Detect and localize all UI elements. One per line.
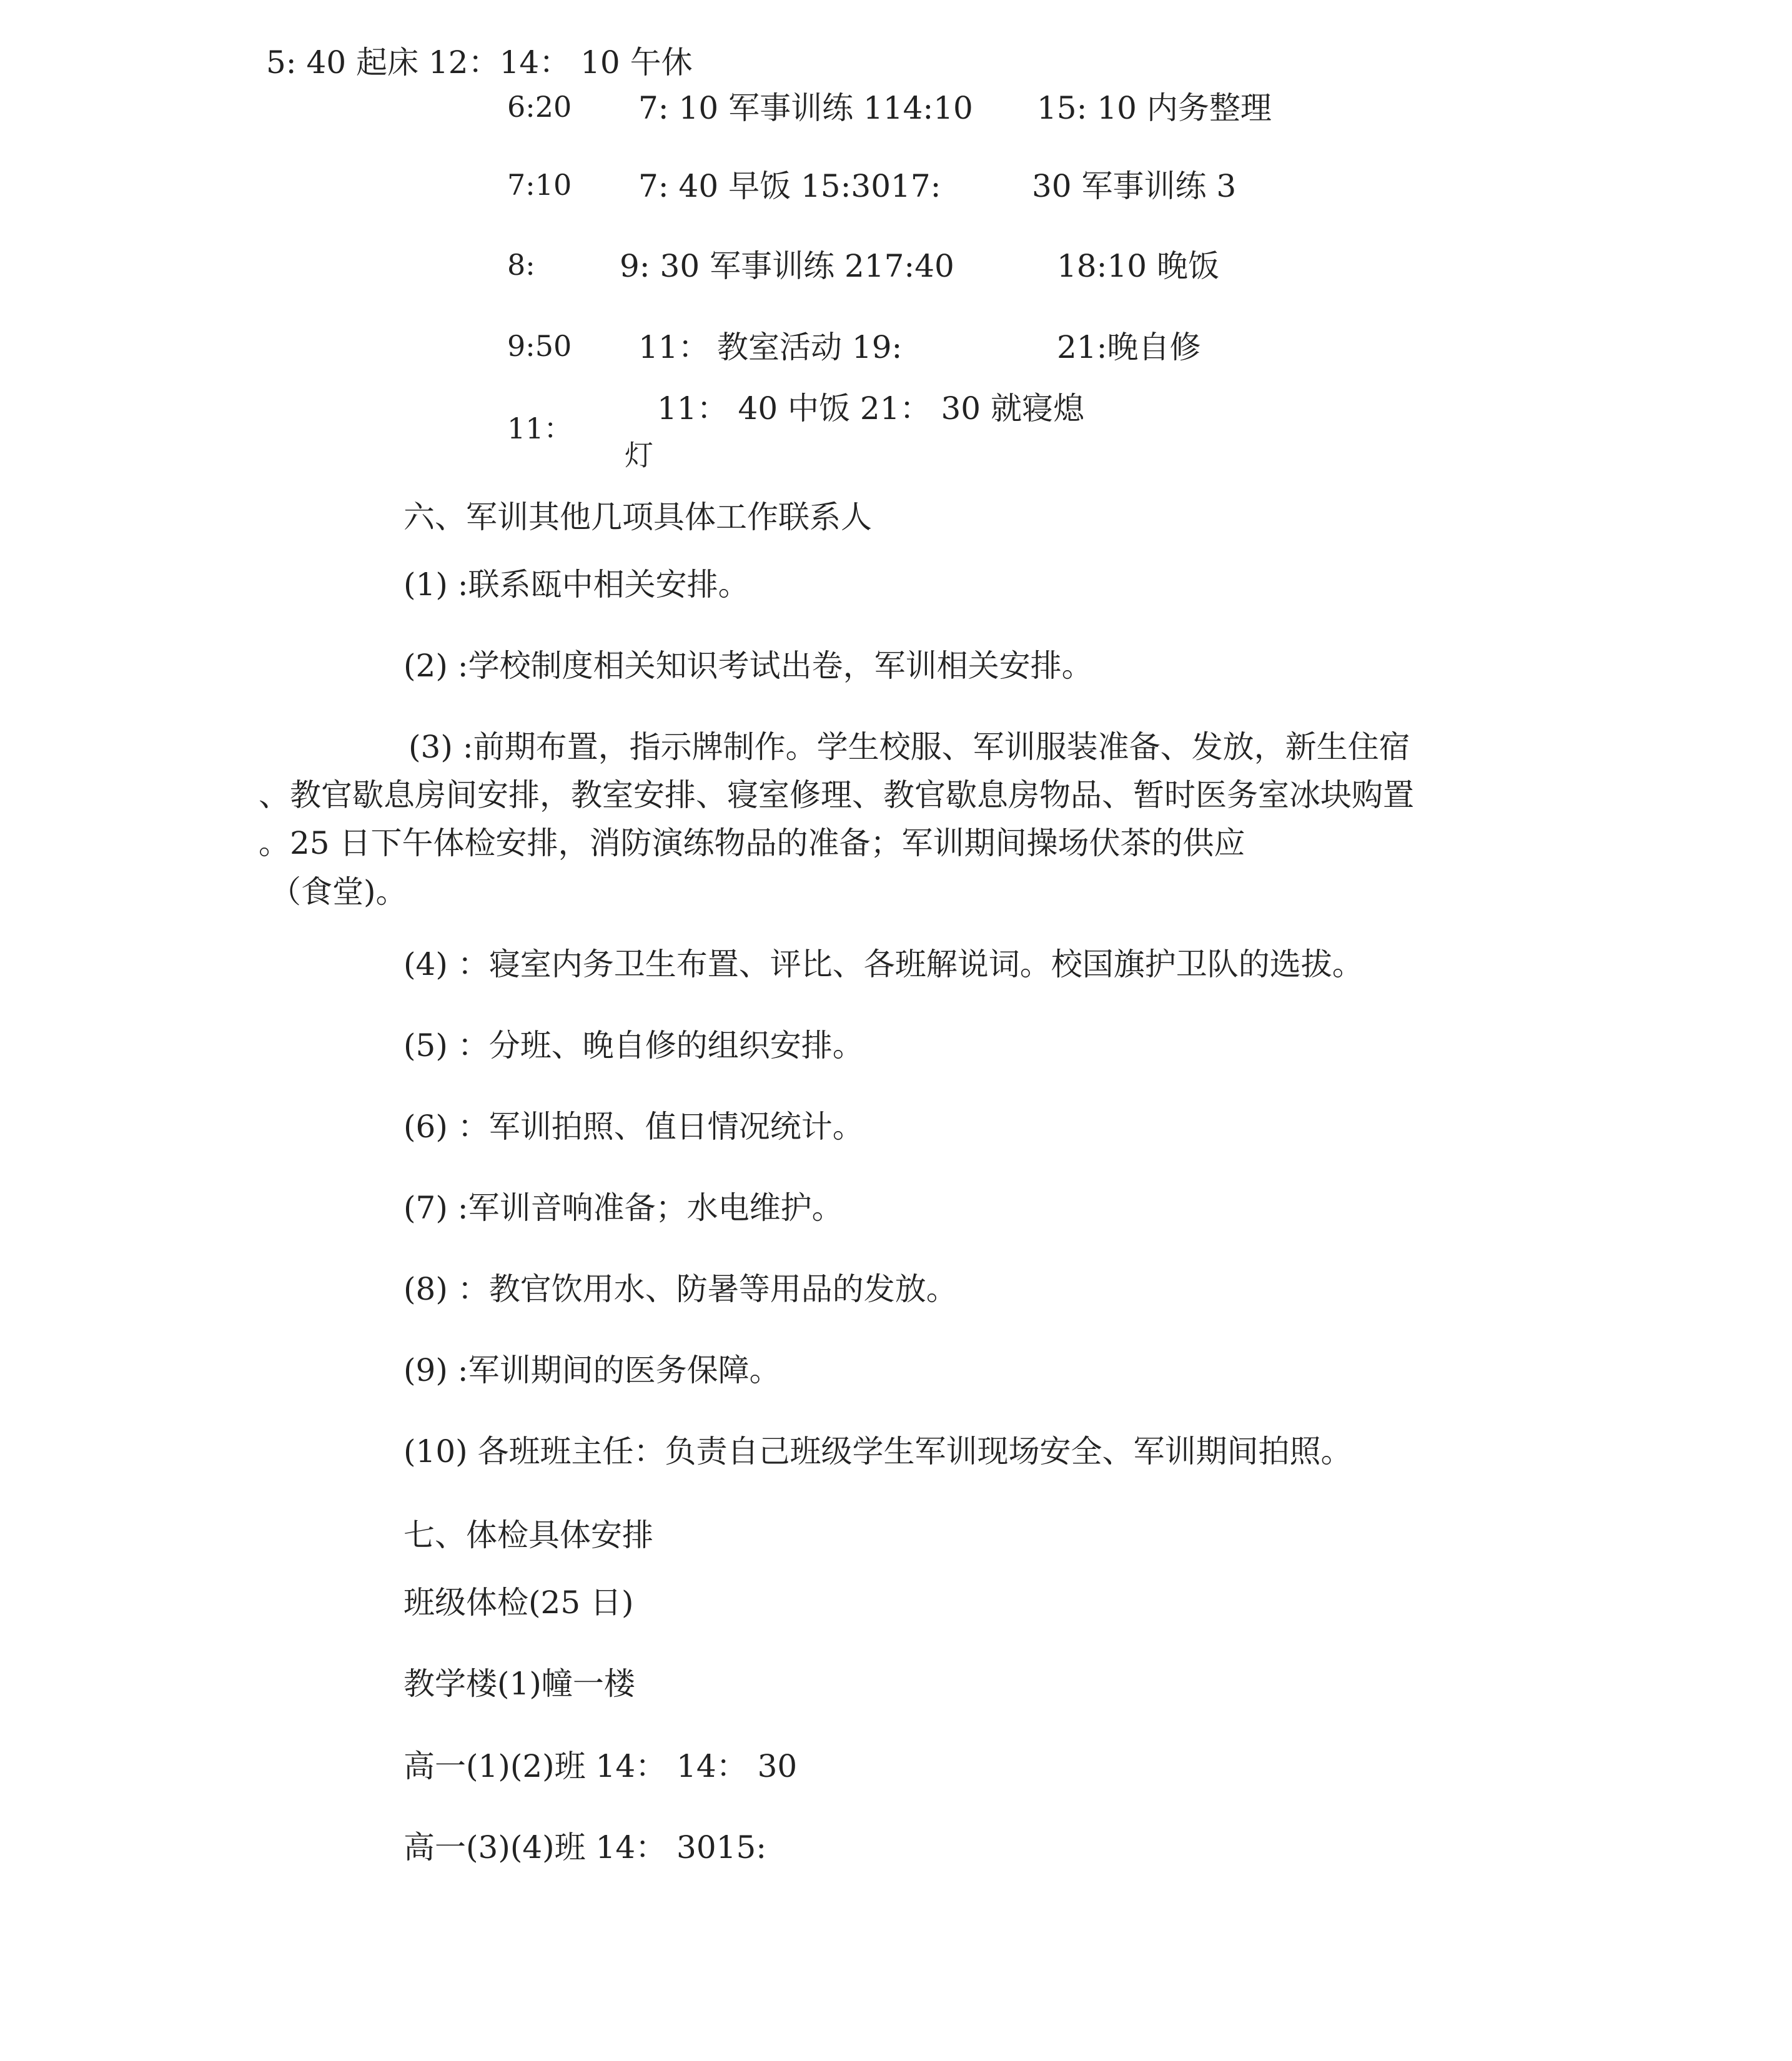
schedule-row-1-right: 15: 10 内务整理 (1037, 90, 1272, 126)
exam-line-2: 教学楼(1)幢一楼 (403, 1666, 635, 1702)
schedule-row-5-clipped-text: 灯 (625, 438, 653, 472)
schedule-row-4-right: 21:晚自修 (1057, 329, 1201, 365)
schedule-row-3-time: 8: (507, 248, 535, 282)
contact-item-3-line-4: （食堂)。 (270, 874, 407, 910)
exam-line-4: 高一(3)(4)班 14： 3015: (403, 1829, 767, 1866)
contact-item-4: (4) ：寝室内务卫生布置、评比、各班解说词。校国旗护卫队的选拔。 (403, 946, 1364, 982)
contact-item-7: (7) :军训音响准备；水电维护。 (403, 1190, 843, 1226)
schedule-row-1-mid: 7: 10 军事训练 114:10 (638, 90, 973, 126)
contact-item-8: (8) ：教官饮用水、防暑等用品的发放。 (403, 1271, 958, 1307)
contact-item-3-line-2: 、教官歇息房间安排，教室安排、寝室修理、教官歇息房物品、暂时医务室冰块购置 (259, 777, 1414, 813)
schedule-row-5-time: 11： (507, 412, 573, 445)
contact-item-6: (6) ：军训拍照、值日情况统计。 (403, 1109, 864, 1145)
contact-item-1: (1) :联系瓯中相关安排。 (403, 566, 750, 603)
schedule-row-5-mid: 11： 40 中饭 21： 30 就寝熄 (657, 390, 1084, 427)
schedule-row-3-right: 18:10 晚饭 (1057, 248, 1219, 284)
contact-item-2: (2) :学校制度相关知识考试出卷，军训相关安排。 (403, 648, 1093, 684)
exam-line-1: 班级体检(25 日) (403, 1584, 634, 1621)
schedule-row-4-mid: 11： (638, 329, 710, 365)
schedule-row-3-mid: 9: 30 军事训练 217:40 (620, 248, 954, 284)
schedule-row-0: 5: 40 起床 12：14： 10 午休 (266, 44, 693, 81)
contact-item-3-line-3: 。25 日下午体检安排，消防演练物品的准备；军训期间操场伏茶的供应 (259, 825, 1245, 861)
contact-item-9: (9) :军训期间的医务保障。 (403, 1352, 781, 1388)
contact-item-3-line-1: (3) :前期布置，指示牌制作。学生校服、军训服装准备、发放，新生住宿 (408, 729, 1410, 765)
contact-item-5: (5) ：分班、晚自修的组织安排。 (403, 1027, 864, 1064)
schedule-row-4-activity: 教室活动 19: (717, 329, 903, 365)
schedule-row-1-time: 6:20 (507, 90, 572, 124)
contact-item-10: (10) 各班班主任：负责自己班级学生军训现场安全、军训期间拍照。 (403, 1433, 1352, 1470)
schedule-row-2-mid: 7: 40 早饭 15:3017: (638, 168, 941, 204)
section-6-heading: 六、军训其他几项具体工作联系人 (403, 499, 872, 535)
schedule-row-2-right: 30 军事训练 3 (1032, 168, 1237, 204)
schedule-row-4-time: 9:50 (507, 329, 572, 363)
schedule-row-2-time: 7:10 (507, 168, 572, 202)
exam-line-3: 高一(1)(2)班 14： 14： 30 (403, 1748, 798, 1784)
section-7-heading: 七、体检具体安排 (403, 1517, 653, 1553)
